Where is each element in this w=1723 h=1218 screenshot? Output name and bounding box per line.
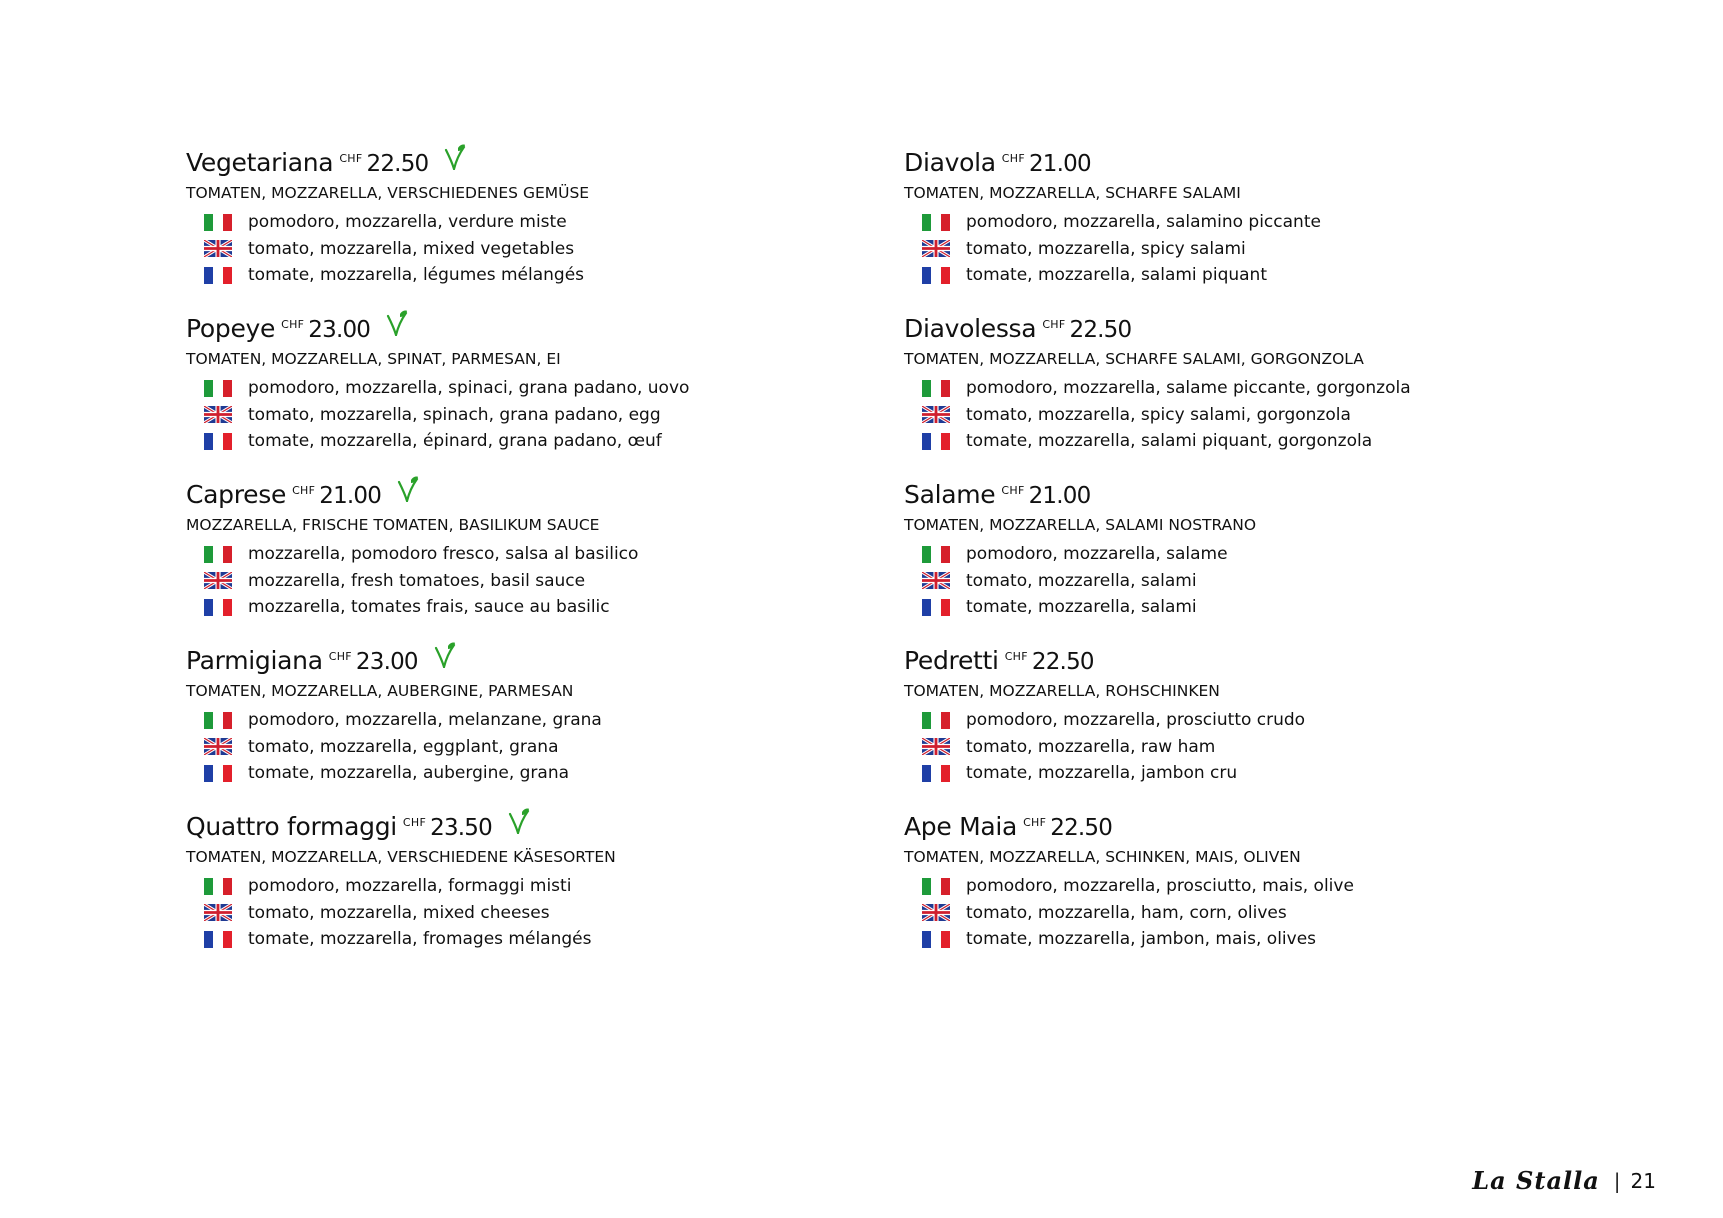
france-flag-icon [204, 433, 232, 450]
france-flag-icon [204, 267, 232, 284]
menu-item-translations [186, 707, 866, 787]
translation-text-fr: tomate, mozzarella, salami piquant, gorgonzola [966, 431, 1373, 452]
vegetarian-leaf-icon [397, 476, 419, 502]
translation-row-it [922, 541, 1584, 568]
menu-item-currency: CHF [1042, 318, 1066, 331]
menu-item-header [904, 646, 1584, 676]
menu-item-currency: CHF [1023, 816, 1047, 829]
menu-item [186, 148, 866, 314]
menu-item-header [186, 314, 866, 344]
translation-text-en: tomato, mozzarella, spicy salami [966, 238, 1246, 259]
france-flag-icon [922, 433, 950, 450]
menu-item-header [904, 812, 1584, 842]
menu-item-ingredients-de: TOMATEN, MOZZARELLA, VERSCHIEDENE KÄSESORTEN [186, 848, 616, 866]
translation-row-en [204, 900, 866, 927]
translation-text-it: pomodoro, mozzarella, salamino piccante [966, 212, 1321, 233]
france-flag-icon [204, 599, 232, 616]
translation-row-it [204, 541, 866, 568]
translation-row-en [922, 568, 1584, 595]
menu-column-right [904, 148, 1584, 978]
translation-row-fr [922, 926, 1584, 953]
uk-flag-icon [922, 572, 950, 589]
translation-text-fr: tomate, mozzarella, fromages mélangés [248, 929, 592, 950]
uk-flag-icon [204, 904, 232, 921]
france-flag-icon [922, 765, 950, 782]
translation-row-fr [204, 594, 866, 621]
menu-item-name: Diavola [904, 148, 996, 177]
translation-row-it [922, 375, 1584, 402]
translation-row-fr [922, 428, 1584, 455]
menu-item-ingredients-de: TOMATEN, MOZZARELLA, SCHARFE SALAMI [904, 184, 1241, 202]
translation-text-fr: tomate, mozzarella, salami [966, 597, 1197, 618]
france-flag-icon [922, 599, 950, 616]
translation-text-fr: tomate, mozzarella, jambon cru [966, 763, 1238, 784]
menu-item [186, 480, 866, 646]
translation-text-it: mozzarella, pomodoro fresco, salsa al basilico [248, 544, 639, 565]
translation-text-it: pomodoro, mozzarella, melanzane, grana [248, 710, 602, 731]
translation-row-en [204, 236, 866, 263]
translation-text-en: tomato, mozzarella, ham, corn, olives [966, 902, 1287, 923]
menu-item-header [904, 314, 1584, 344]
translation-text-it: pomodoro, mozzarella, spinaci, grana padano, uovo [248, 378, 690, 399]
menu-column-left [186, 148, 866, 978]
translation-text-en: tomato, mozzarella, spinach, grana padano, egg [248, 404, 661, 425]
menu-item-ingredients-de: TOMATEN, MOZZARELLA, SPINAT, PARMESAN, EI [186, 350, 561, 368]
vegetarian-leaf-icon [508, 808, 530, 834]
translation-text-en: tomato, mozzarella, eggplant, grana [248, 736, 559, 757]
menu-item-ingredients-de: TOMATEN, MOZZARELLA, AUBERGINE, PARMESAN [186, 682, 574, 700]
translation-row-fr [204, 760, 866, 787]
translation-row-it [204, 209, 866, 236]
page-footer [1472, 1166, 1656, 1195]
menu-item-ingredients-de: TOMATEN, MOZZARELLA, VERSCHIEDENES GEMÜSE [186, 184, 590, 202]
menu-item-price: 23.00 [355, 649, 418, 675]
translation-text-it: pomodoro, mozzarella, prosciutto crudo [966, 710, 1306, 731]
uk-flag-icon [922, 240, 950, 257]
uk-flag-icon [922, 738, 950, 755]
translation-row-en [922, 236, 1584, 263]
france-flag-icon [922, 267, 950, 284]
menu-item-translations [904, 209, 1584, 289]
menu-item-translations [186, 541, 866, 621]
translation-text-fr: tomate, mozzarella, aubergine, grana [248, 763, 570, 784]
translation-row-en [204, 734, 866, 761]
translation-text-fr: tomate, mozzarella, jambon, mais, olives [966, 929, 1317, 950]
translation-row-fr [204, 262, 866, 289]
menu-item [904, 148, 1584, 314]
translation-text-en: tomato, mozzarella, raw ham [966, 736, 1216, 757]
italy-flag-icon [922, 380, 950, 397]
menu-item-translations [186, 873, 866, 953]
menu-item-name: Vegetariana [186, 148, 334, 177]
menu-item [186, 314, 866, 480]
menu-item-translations [904, 707, 1584, 787]
translation-row-en [922, 734, 1584, 761]
menu-item [186, 812, 866, 978]
translation-row-it [922, 873, 1584, 900]
vegetarian-leaf-icon [434, 642, 456, 668]
france-flag-icon [922, 931, 950, 948]
translation-row-fr [204, 926, 866, 953]
footer-separator: | [1613, 1168, 1621, 1193]
menu-item-name: Popeye [186, 314, 276, 343]
menu-item-header [904, 148, 1584, 178]
italy-flag-icon [204, 712, 232, 729]
italy-flag-icon [204, 878, 232, 895]
translation-row-fr [922, 262, 1584, 289]
menu-item-header [186, 480, 866, 510]
menu-item-name: Parmigiana [186, 646, 323, 675]
menu-item-header [186, 646, 866, 676]
italy-flag-icon [204, 380, 232, 397]
translation-text-en: tomato, mozzarella, spicy salami, gorgonzola [966, 404, 1351, 425]
menu-item-currency: CHF [402, 816, 427, 829]
menu-item-name: Diavolessa [904, 314, 1037, 343]
translation-row-fr [922, 594, 1584, 621]
translation-row-fr [204, 428, 866, 455]
menu-item-translations [186, 375, 866, 455]
menu-item-name: Quattro formaggi [186, 812, 397, 841]
vegetarian-leaf-icon [386, 310, 408, 336]
italy-flag-icon [204, 546, 232, 563]
vegetarian-leaf-icon [444, 144, 466, 170]
italy-flag-icon [922, 712, 950, 729]
menu-item-ingredients-de: MOZZARELLA, FRISCHE TOMATEN, BASILIKUM SAUCE [186, 516, 600, 534]
menu-item [904, 314, 1584, 480]
translation-row-en [922, 900, 1584, 927]
menu-item-currency: CHF [281, 318, 305, 331]
menu-item-price: 21.00 [1028, 151, 1091, 177]
italy-flag-icon [922, 878, 950, 895]
menu-item-currency: CHF [292, 484, 316, 497]
menu-item-currency: CHF [1001, 152, 1025, 165]
uk-flag-icon [204, 406, 232, 423]
translation-text-en: tomato, mozzarella, mixed cheeses [248, 902, 550, 923]
uk-flag-icon [922, 904, 950, 921]
menu-item-price: 22.50 [1050, 815, 1113, 841]
menu-item-name: Salame [904, 480, 996, 509]
translation-row-en [204, 568, 866, 595]
france-flag-icon [204, 931, 232, 948]
translation-text-en: tomato, mozzarella, mixed vegetables [248, 238, 575, 259]
menu-item-ingredients-de: TOMATEN, MOZZARELLA, ROHSCHINKEN [904, 682, 1220, 700]
translation-text-it: pomodoro, mozzarella, salame [966, 544, 1228, 565]
menu-item-translations [904, 873, 1584, 953]
menu-item-currency: CHF [1001, 484, 1025, 497]
italy-flag-icon [204, 214, 232, 231]
translation-text-en: tomato, mozzarella, salami [966, 570, 1197, 591]
uk-flag-icon [204, 572, 232, 589]
translation-text-fr: tomate, mozzarella, salami piquant [966, 265, 1267, 286]
menu-item-translations [186, 209, 866, 289]
translation-text-it: pomodoro, mozzarella, verdure miste [248, 212, 567, 233]
menu-item-price: 21.00 [319, 483, 382, 509]
menu-item-price: 22.50 [1031, 649, 1094, 675]
menu-item [904, 812, 1584, 978]
translation-text-fr: tomate, mozzarella, légumes mélangés [248, 265, 585, 286]
menu-item-header [186, 148, 866, 178]
menu-item [904, 646, 1584, 812]
menu-item-translations [904, 541, 1584, 621]
translation-text-it: pomodoro, mozzarella, salame piccante, gorgonzola [966, 378, 1411, 399]
translation-text-it: pomodoro, mozzarella, formaggi misti [248, 876, 572, 897]
menu-item-header [186, 812, 866, 842]
translation-row-it [922, 707, 1584, 734]
menu-item-ingredients-de: TOMATEN, MOZZARELLA, SCHARFE SALAMI, GORGONZOLA [904, 350, 1364, 368]
menu-item-name: Caprese [186, 480, 287, 509]
uk-flag-icon [204, 738, 232, 755]
menu-item-price: 23.00 [308, 317, 371, 343]
menu-item-ingredients-de: TOMATEN, MOZZARELLA, SALAMI NOSTRANO [904, 516, 1257, 534]
menu-item-price: 21.00 [1028, 483, 1091, 509]
uk-flag-icon [204, 240, 232, 257]
menu-item-header [904, 480, 1584, 510]
menu-item-currency: CHF [339, 152, 363, 165]
translation-row-it [204, 375, 866, 402]
menu-item [186, 646, 866, 812]
translation-row-en [204, 402, 866, 429]
menu-item-price: 23.50 [430, 815, 492, 841]
translation-row-it [204, 707, 866, 734]
menu-item-currency: CHF [1004, 650, 1028, 663]
translation-text-fr: tomate, mozzarella, épinard, grana padano, œuf [248, 431, 662, 452]
translation-text-fr: mozzarella, tomates frais, sauce au basilic [248, 597, 610, 618]
italy-flag-icon [922, 214, 950, 231]
menu-item-translations [904, 375, 1584, 455]
translation-row-it [922, 209, 1584, 236]
menu-item [904, 480, 1584, 646]
page-number: 21 [1630, 1168, 1656, 1193]
translation-text-it: pomodoro, mozzarella, prosciutto, mais, olive [966, 876, 1354, 897]
france-flag-icon [204, 765, 232, 782]
menu-item-currency: CHF [328, 650, 352, 663]
menu-item-price: 22.50 [366, 151, 429, 177]
menu-item-price: 22.50 [1069, 317, 1132, 343]
brand-logo: La Stalla [1472, 1166, 1600, 1195]
translation-row-en [922, 402, 1584, 429]
menu-item-name: Pedretti [904, 646, 999, 675]
translation-row-it [204, 873, 866, 900]
translation-row-fr [922, 760, 1584, 787]
italy-flag-icon [922, 546, 950, 563]
menu-item-ingredients-de: TOMATEN, MOZZARELLA, SCHINKEN, MAIS, OLIVEN [904, 848, 1301, 866]
translation-text-en: mozzarella, fresh tomatoes, basil sauce [248, 570, 586, 591]
menu-item-name: Ape Maia [904, 812, 1018, 841]
uk-flag-icon [922, 406, 950, 423]
